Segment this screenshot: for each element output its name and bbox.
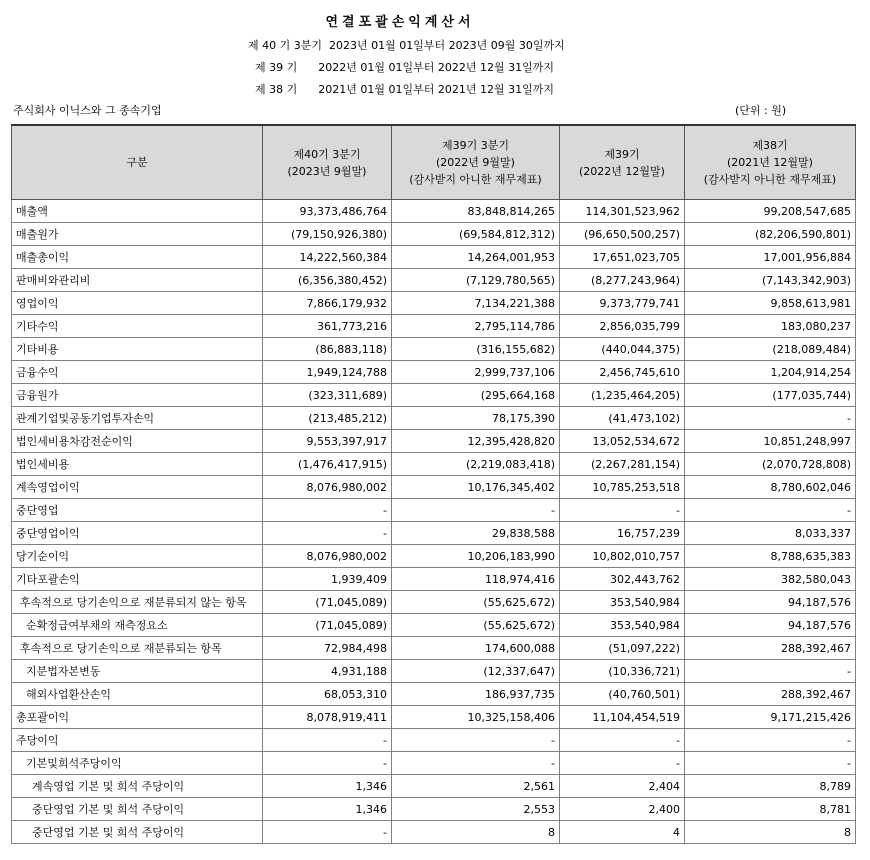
row-value: 8 bbox=[685, 821, 856, 844]
row-value: 10,802,010,757 bbox=[560, 545, 685, 568]
header-q3-2022: 제39기 3분기 (2022년 9월말) (감사받지 아니한 재무제표) bbox=[392, 125, 560, 200]
row-value: 353,540,984 bbox=[560, 591, 685, 614]
row-value: 382,580,043 bbox=[685, 568, 856, 591]
row-value: - bbox=[263, 752, 392, 775]
row-value: - bbox=[263, 522, 392, 545]
row-value: (440,044,375) bbox=[560, 338, 685, 361]
row-value: - bbox=[685, 660, 856, 683]
row-value: 68,053,310 bbox=[263, 683, 392, 706]
row-label: 법인세비용 bbox=[12, 453, 263, 476]
row-value: - bbox=[392, 499, 560, 522]
row-label: 중단영업 기본 및 희석 주당이익 bbox=[12, 798, 263, 821]
table-row bbox=[12, 223, 856, 246]
table-row bbox=[12, 568, 856, 591]
row-value: 94,187,576 bbox=[685, 614, 856, 637]
period-line-1 bbox=[248, 37, 565, 53]
row-value: (41,473,102) bbox=[560, 407, 685, 430]
row-value: 2,561 bbox=[392, 775, 560, 798]
row-value: 114,301,523,962 bbox=[560, 200, 685, 223]
table-row bbox=[12, 522, 856, 545]
row-value: (7,143,342,903) bbox=[685, 269, 856, 292]
table-row bbox=[12, 637, 856, 660]
row-value: 2,456,745,610 bbox=[560, 361, 685, 384]
row-value: 2,553 bbox=[392, 798, 560, 821]
row-value: 361,773,216 bbox=[263, 315, 392, 338]
row-label: 지분법자본변동 bbox=[12, 660, 263, 683]
row-value: 174,600,088 bbox=[392, 637, 560, 660]
row-value: (323,311,689) bbox=[263, 384, 392, 407]
table-row bbox=[12, 453, 856, 476]
table-row bbox=[12, 269, 856, 292]
table-row bbox=[12, 407, 856, 430]
row-label: 매출총이익 bbox=[12, 246, 263, 269]
row-value: - bbox=[392, 752, 560, 775]
row-label: 기본및희석주당이익 bbox=[12, 752, 263, 775]
period-range: 2021년 01월 01일부터 2021년 12월 31일까지 bbox=[318, 83, 554, 96]
row-value: 8,076,980,002 bbox=[263, 545, 392, 568]
table-row bbox=[12, 729, 856, 752]
period-line-3 bbox=[255, 81, 554, 97]
row-value: (1,235,464,205) bbox=[560, 384, 685, 407]
row-value: 83,848,814,265 bbox=[392, 200, 560, 223]
row-value: - bbox=[685, 407, 856, 430]
table-row bbox=[12, 338, 856, 361]
table-row bbox=[12, 292, 856, 315]
table-row bbox=[12, 660, 856, 683]
period-label: 제 40 기 3분기 bbox=[248, 39, 322, 52]
row-label: 후속적으로 당기손익으로 재분류되지 않는 항목 bbox=[12, 591, 263, 614]
period-line-2 bbox=[255, 59, 554, 75]
row-value: 93,373,486,764 bbox=[263, 200, 392, 223]
row-value: (2,267,281,154) bbox=[560, 453, 685, 476]
row-value: 8,789 bbox=[685, 775, 856, 798]
row-value: 10,325,158,406 bbox=[392, 706, 560, 729]
row-value: 8,780,602,046 bbox=[685, 476, 856, 499]
table-row bbox=[12, 200, 856, 223]
row-label: 기타수익 bbox=[12, 315, 263, 338]
row-value: 183,080,237 bbox=[685, 315, 856, 338]
row-value: (12,337,647) bbox=[392, 660, 560, 683]
row-value: 99,208,547,685 bbox=[685, 200, 856, 223]
row-label: 당기순이익 bbox=[12, 545, 263, 568]
row-label: 관계기업및공동기업투자손익 bbox=[12, 407, 263, 430]
row-label: 매출원가 bbox=[12, 223, 263, 246]
table-row bbox=[12, 499, 856, 522]
row-value: 9,373,779,741 bbox=[560, 292, 685, 315]
row-value: 10,785,253,518 bbox=[560, 476, 685, 499]
period-label: 제 39 기 bbox=[255, 61, 298, 74]
row-value: (51,097,222) bbox=[560, 637, 685, 660]
header-fy-2022: 제39기 (2022년 12월말) bbox=[560, 125, 685, 200]
row-value: (79,150,926,380) bbox=[263, 223, 392, 246]
row-value: 17,001,956,884 bbox=[685, 246, 856, 269]
row-value: (8,277,243,964) bbox=[560, 269, 685, 292]
row-value: - bbox=[263, 499, 392, 522]
row-label: 계속영업 기본 및 희석 주당이익 bbox=[12, 775, 263, 798]
row-value: (2,219,083,418) bbox=[392, 453, 560, 476]
table-row bbox=[12, 614, 856, 637]
row-value: (71,045,089) bbox=[263, 591, 392, 614]
row-value: - bbox=[560, 752, 685, 775]
row-value: (86,883,118) bbox=[263, 338, 392, 361]
row-value: (55,625,672) bbox=[392, 591, 560, 614]
row-value: (55,625,672) bbox=[392, 614, 560, 637]
row-label: 금융원가 bbox=[12, 384, 263, 407]
row-value: 16,757,239 bbox=[560, 522, 685, 545]
row-value: (295,664,168 bbox=[392, 384, 560, 407]
row-value: 2,856,035,799 bbox=[560, 315, 685, 338]
row-value: - bbox=[685, 752, 856, 775]
row-value: 11,104,454,519 bbox=[560, 706, 685, 729]
row-value: 72,984,498 bbox=[263, 637, 392, 660]
table-row bbox=[12, 591, 856, 614]
row-label: 판매비와관리비 bbox=[12, 269, 263, 292]
period-range: 2022년 01월 01일부터 2022년 12월 31일까지 bbox=[318, 61, 554, 74]
header-row bbox=[12, 125, 856, 200]
row-value: 14,222,560,384 bbox=[263, 246, 392, 269]
row-value: 8,781 bbox=[685, 798, 856, 821]
row-value: (218,089,484) bbox=[685, 338, 856, 361]
row-value: (7,129,780,565) bbox=[392, 269, 560, 292]
row-value: 4,931,188 bbox=[263, 660, 392, 683]
row-value: 353,540,984 bbox=[560, 614, 685, 637]
statement-title: 연결포괄손익계산서 bbox=[325, 15, 475, 30]
table-row bbox=[12, 821, 856, 844]
row-value: 17,651,023,705 bbox=[560, 246, 685, 269]
row-value: 9,171,215,426 bbox=[685, 706, 856, 729]
row-value: (6,356,380,452) bbox=[263, 269, 392, 292]
row-value: 94,187,576 bbox=[685, 591, 856, 614]
table-row bbox=[12, 384, 856, 407]
row-value: (10,336,721) bbox=[560, 660, 685, 683]
row-value: 2,400 bbox=[560, 798, 685, 821]
row-value: (82,206,590,801) bbox=[685, 223, 856, 246]
table-row bbox=[12, 545, 856, 568]
row-value: (316,155,682) bbox=[392, 338, 560, 361]
row-value: 1,346 bbox=[263, 798, 392, 821]
row-value: - bbox=[560, 499, 685, 522]
header-q3-2023: 제40기 3분기 (2023년 9월말) bbox=[263, 125, 392, 200]
row-value: (177,035,744) bbox=[685, 384, 856, 407]
row-value: 4 bbox=[560, 821, 685, 844]
row-value: 13,052,534,672 bbox=[560, 430, 685, 453]
table-row bbox=[12, 706, 856, 729]
row-value: 7,134,221,388 bbox=[392, 292, 560, 315]
row-value: (96,650,500,257) bbox=[560, 223, 685, 246]
row-value: 10,206,183,990 bbox=[392, 545, 560, 568]
row-value: (2,070,728,808) bbox=[685, 453, 856, 476]
row-value: 118,974,416 bbox=[392, 568, 560, 591]
row-value: 186,937,735 bbox=[392, 683, 560, 706]
row-value: 1,949,124,788 bbox=[263, 361, 392, 384]
row-label: 해외사업환산손익 bbox=[12, 683, 263, 706]
row-label: 후속적으로 당기손익으로 재분류되는 항목 bbox=[12, 637, 263, 660]
row-value: 10,176,345,402 bbox=[392, 476, 560, 499]
unit-label: (단위 : 원) bbox=[735, 104, 787, 117]
company-name: 주식회사 이닉스와 그 종속기업 bbox=[13, 104, 162, 117]
row-value: 9,553,397,917 bbox=[263, 430, 392, 453]
row-label: 금융수익 bbox=[12, 361, 263, 384]
table-row bbox=[12, 683, 856, 706]
income-statement-table bbox=[11, 124, 856, 844]
row-value: 10,851,248,997 bbox=[685, 430, 856, 453]
row-label: 법인세비용차감전순이익 bbox=[12, 430, 263, 453]
row-value: 2,404 bbox=[560, 775, 685, 798]
row-value: (71,045,089) bbox=[263, 614, 392, 637]
table-row bbox=[12, 246, 856, 269]
header-category: 구분 bbox=[12, 125, 263, 200]
row-label: 중단영업 기본 및 희석 주당이익 bbox=[12, 821, 263, 844]
row-value: 7,866,179,932 bbox=[263, 292, 392, 315]
row-value: 8,078,919,411 bbox=[263, 706, 392, 729]
row-label: 계속영업이익 bbox=[12, 476, 263, 499]
table-row bbox=[12, 752, 856, 775]
period-label: 제 38 기 bbox=[255, 83, 298, 96]
table-row bbox=[12, 315, 856, 338]
row-value: 288,392,467 bbox=[685, 683, 856, 706]
row-value: (40,760,501) bbox=[560, 683, 685, 706]
row-value: (69,584,812,312) bbox=[392, 223, 560, 246]
row-label: 기타비용 bbox=[12, 338, 263, 361]
row-value: 2,795,114,786 bbox=[392, 315, 560, 338]
row-label: 영업이익 bbox=[12, 292, 263, 315]
row-label: 기타포괄손익 bbox=[12, 568, 263, 591]
row-value: 9,858,613,981 bbox=[685, 292, 856, 315]
table-row bbox=[12, 476, 856, 499]
table-body bbox=[12, 200, 856, 844]
row-value: - bbox=[263, 821, 392, 844]
row-value: 8,788,635,383 bbox=[685, 545, 856, 568]
row-value: 1,204,914,254 bbox=[685, 361, 856, 384]
row-label: 매출액 bbox=[12, 200, 263, 223]
row-label: 중단영업이익 bbox=[12, 522, 263, 545]
table-row bbox=[12, 798, 856, 821]
row-label: 주당이익 bbox=[12, 729, 263, 752]
row-value: 288,392,467 bbox=[685, 637, 856, 660]
table-row bbox=[12, 430, 856, 453]
row-value: 78,175,390 bbox=[392, 407, 560, 430]
row-label: 총포괄이익 bbox=[12, 706, 263, 729]
row-value: 29,838,588 bbox=[392, 522, 560, 545]
row-value: - bbox=[263, 729, 392, 752]
table-row bbox=[12, 361, 856, 384]
row-value: 8,076,980,002 bbox=[263, 476, 392, 499]
row-value: (213,485,212) bbox=[263, 407, 392, 430]
row-value: 1,939,409 bbox=[263, 568, 392, 591]
row-value: 1,346 bbox=[263, 775, 392, 798]
row-value: 14,264,001,953 bbox=[392, 246, 560, 269]
row-value: 12,395,428,820 bbox=[392, 430, 560, 453]
row-value: - bbox=[685, 499, 856, 522]
period-range: 2023년 01월 01일부터 2023년 09월 30일까지 bbox=[329, 39, 565, 52]
table-row bbox=[12, 775, 856, 798]
row-label: 중단영업 bbox=[12, 499, 263, 522]
row-value: - bbox=[560, 729, 685, 752]
row-value: - bbox=[392, 729, 560, 752]
row-value: 2,999,737,106 bbox=[392, 361, 560, 384]
row-value: - bbox=[685, 729, 856, 752]
row-value: 8,033,337 bbox=[685, 522, 856, 545]
row-value: (1,476,417,915) bbox=[263, 453, 392, 476]
header-fy-2021: 제38기 (2021년 12월말) (감사받지 아니한 재무제표) bbox=[685, 125, 856, 200]
row-label: 순확정급여부채의 재측정요소 bbox=[12, 614, 263, 637]
row-value: 302,443,762 bbox=[560, 568, 685, 591]
row-value: 8 bbox=[392, 821, 560, 844]
